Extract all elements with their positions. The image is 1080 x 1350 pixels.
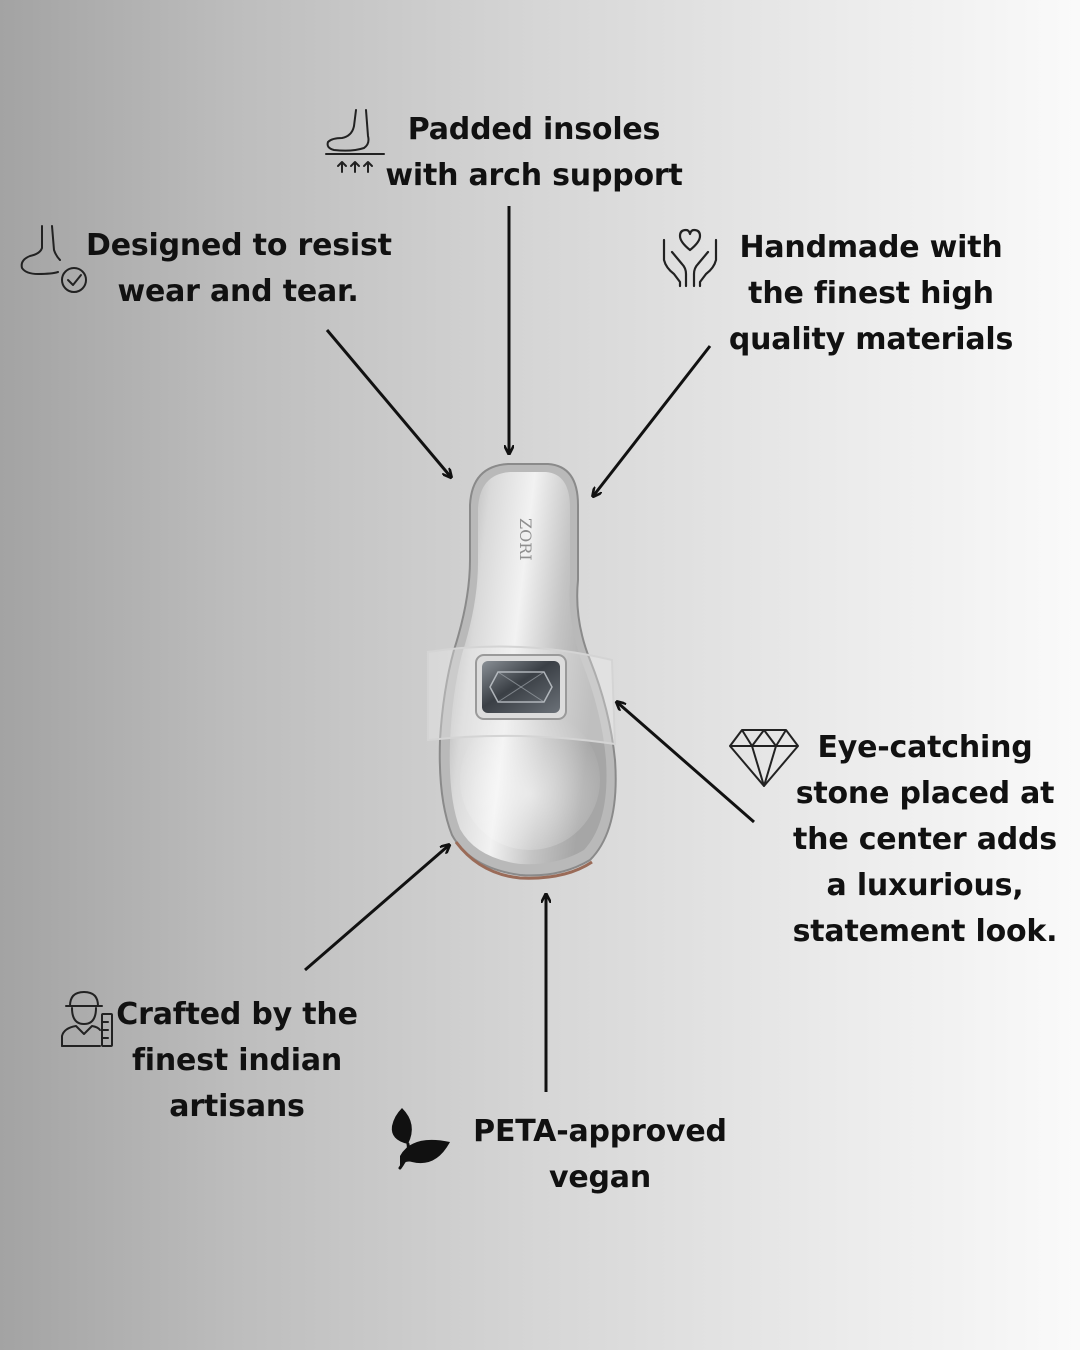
feature-line: a luxurious, [826,868,1024,903]
worker-icon [58,988,116,1048]
feature-line: wear and tear. [117,274,359,309]
feature-line: Eye-catching [817,730,1033,765]
feature-stone-label [790,725,1060,955]
feature-artisans-label [112,992,362,1130]
feature-line: stone placed at [795,776,1055,811]
foot-arch-support-icon [322,106,388,176]
feature-line: artisans [169,1089,305,1124]
hands-heart-icon [658,226,722,288]
feature-line: Crafted by the [116,997,358,1032]
feature-line: the center adds [793,822,1057,857]
feature-vegan-label [470,1109,730,1201]
feature-line: quality materials [728,322,1014,357]
arrow-artisans [305,846,448,970]
leaf-icon [386,1106,452,1172]
feature-line: the finest high [748,276,994,311]
arrow-durable [327,330,450,476]
feature-line: statement look. [792,914,1058,949]
feature-handmade-label [726,225,1016,363]
feature-line: finest indian [131,1043,343,1078]
feature-line: with arch support [385,158,683,193]
feature-line: Designed to resist [86,228,392,263]
feature-line: Padded insoles [407,112,661,147]
feature-durable-label [86,223,390,315]
arrow-handmade [594,346,710,495]
foot-check-icon [18,222,90,296]
feature-insoles-label [384,107,684,199]
feature-line: PETA-approved [473,1114,727,1149]
brand-mark: ZORI [516,518,535,561]
feature-line: Handmade with [739,230,1003,265]
feature-line: vegan [549,1160,651,1195]
